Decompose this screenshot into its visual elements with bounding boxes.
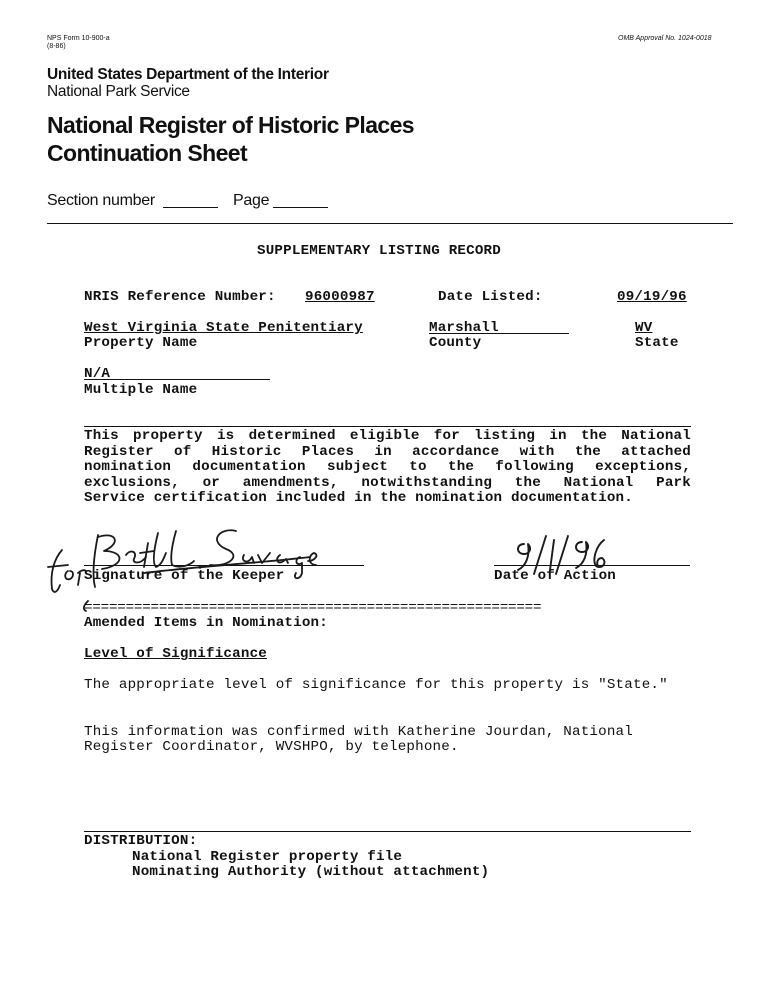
page-subtitle: Continuation Sheet	[47, 140, 248, 166]
statement-divider	[84, 426, 691, 427]
statement-line: nomination documentation subject to the following exceptions,	[84, 459, 691, 475]
confirmation-line: Register Coordinator, WVSHPO, by telephone.	[84, 739, 459, 755]
header-divider	[47, 223, 733, 224]
state-label: State	[635, 335, 679, 351]
distribution-heading: DISTRIBUTION:	[84, 833, 198, 849]
significance-text: The appropriate level of significance for this property is "State."	[84, 677, 668, 693]
omb-number: OMB Approval No. 1024-0018	[618, 35, 712, 42]
action-date-label: Date of Action	[494, 568, 616, 584]
record-heading: SUPPLEMENTARY LISTING RECORD	[257, 243, 501, 259]
handwritten-date	[510, 530, 620, 580]
keeper-label: Signature of the Keeper	[84, 568, 285, 584]
date-listed-label: Date Listed:	[438, 289, 543, 305]
county-underline	[429, 333, 569, 334]
property-name-label: Property Name	[84, 335, 198, 351]
page-field	[273, 207, 328, 208]
state-value: WV	[635, 320, 653, 336]
eligibility-statement	[84, 429, 691, 507]
statement-line: exclusions, or amendments, notwithstanding the National Park	[84, 474, 691, 491]
distribution-item: Nominating Authority (without attachment)	[132, 864, 490, 880]
form-number	[47, 35, 110, 51]
section-number-label: Section number	[47, 192, 155, 209]
distribution-divider	[84, 831, 691, 832]
form-date-text: (8-86)	[47, 43, 66, 50]
multiple-name-underline	[84, 379, 270, 380]
county-value: Marshall	[429, 320, 499, 336]
page-title: National Register of Historic Places	[47, 112, 414, 138]
multiple-name-value: N/A	[84, 366, 111, 382]
department-title: United States Department of the Interior	[47, 66, 329, 83]
confirmation-line: This information was confirmed with Katherine Jourdan, National	[84, 724, 633, 740]
separator-line: =======================================================	[84, 600, 542, 616]
level-of-significance-heading: Level of Significance	[84, 646, 267, 662]
distribution-item: National Register property file	[132, 849, 403, 865]
statement-line: Service certification included in the nomination documentation.	[84, 490, 633, 506]
section-number-field	[163, 207, 218, 208]
date-listed-value: 09/19/96	[617, 289, 687, 305]
property-name-value: West Virginia State Penitentiary	[84, 320, 363, 336]
statement-line: Register of Historic Places in accordance with the attached	[84, 443, 691, 460]
multiple-name-label: Multiple Name	[84, 382, 198, 398]
county-label: County	[429, 335, 482, 351]
statement-line: This property is determined eligible for listing in the National	[84, 428, 691, 444]
form-number-text: NPS Form 10-900-a	[47, 35, 110, 42]
nris-value: 96000987	[305, 289, 375, 305]
agency-title: National Park Service	[47, 83, 190, 100]
amended-items-heading: Amended Items in Nomination:	[84, 615, 328, 631]
nris-label: NRIS Reference Number:	[84, 289, 276, 305]
page-label: Page	[233, 192, 270, 209]
